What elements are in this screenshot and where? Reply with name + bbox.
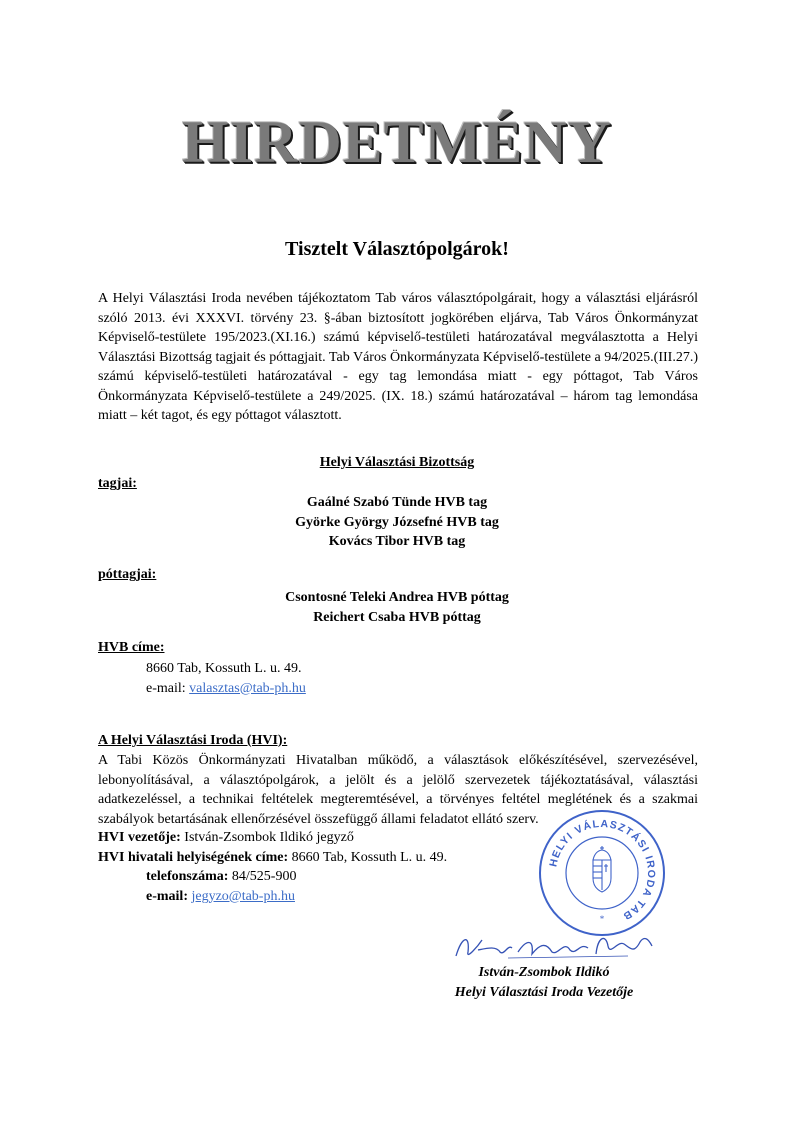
substitute-item: Csontosné Teleki Andrea HVB póttag — [285, 590, 509, 605]
stamp-star-icon: * — [599, 914, 605, 924]
hvi-email-link[interactable]: jegyzo@tab-ph.hu — [191, 888, 295, 904]
hvi-office-row — [98, 848, 447, 868]
substitutes-list — [0, 588, 794, 627]
intro-paragraph: A Helyi Választási Iroda nevében tájékoztatom Tab város választópolgárait, hogy a választási eljárásról szóló 2013. évi XXXVI. törvény 23. §-ában biztosított jogkörében eljárva, Tab Város Önkormányzat Képviselő-testülete 195/2023.(XI.16.) számú képviselő-testületi határozatával megválasztotta a Helyi Választási Bizottság tagjait és póttagjait. Tab Város Önkormányzata Képviselő-testülete a 94/2025.(III.27.) számú képviselő-testületi határozatával - egy tag lemondása miatt - egy póttagot, Tab Város Önkormányzata Képviselő-testülete a 249/2025. (IX. 18.) számú határozatával – három tag lemondása miatt – két tagot, és egy póttagot választott. — [98, 291, 698, 423]
hvi-leader-row — [98, 828, 447, 848]
substitute-item: Reichert Csaba HVB póttag — [313, 609, 481, 625]
members-label: tagjai: — [98, 476, 137, 491]
hvi-office-label: HVI hivatali helyiségének címe: — [98, 849, 289, 865]
office-stamp — [537, 808, 667, 938]
hvi-leader-label: HVI vezetője: — [98, 830, 181, 845]
hvi-phone-label: telefonszáma: — [146, 869, 229, 884]
member-item: Gaálné Szabó Tünde HVB tag — [306, 495, 488, 510]
handwritten-signature — [448, 926, 668, 966]
hvb-email-link[interactable]: valasztas@tab-ph.hu — [189, 680, 306, 696]
hvi-email-label: e-mail: — [146, 888, 188, 904]
substitutes-label: póttagjai: — [98, 567, 157, 582]
hvb-address-block — [146, 659, 306, 698]
greeting-heading: Tisztelt Választópolgárok! — [285, 238, 509, 260]
hvi-phone-row — [98, 867, 447, 887]
signer-title: Helyi Választási Iroda Vezetője — [454, 984, 634, 1000]
signer-name: István-Zsombok Ildikó — [478, 965, 610, 980]
stamp-text: HELYI VÁLASZTÁSI IRODA TAB — [547, 817, 658, 923]
member-item: Kovács Tibor HVB tag — [328, 534, 466, 549]
hvb-email-row — [146, 679, 306, 699]
coat-of-arms-icon — [593, 846, 611, 892]
hvi-leader: István-Zsombok Ildikó jegyző — [184, 830, 354, 845]
hvi-phone: 84/525-900 — [231, 869, 297, 884]
hvb-email-label: e-mail: — [146, 680, 186, 696]
members-list — [0, 493, 794, 552]
hvi-description: A Tabi Közös Önkormányzati Hivatalban működő, a választások előkészítésével, szervezésével, lebonyolításával, a választópolgárok, a jelölt és a jelölő szervezetek tájékoztatásával, választási adatkezeléssel, a technikai feltételek megteremtésével, a törvényes feltétel meglétének és a szakmai szabályok betartásának ellenőrzésével összefüggő állami feladatot ellátó szerv. — [98, 753, 698, 827]
signature-block — [429, 963, 659, 1002]
committee-heading: Helyi Választási Bizottság — [319, 455, 475, 470]
hvb-address: 8660 Tab, Kossuth L. u. 49. — [146, 661, 302, 676]
hvi-contact-block — [98, 828, 447, 906]
hvi-email-row — [98, 887, 447, 907]
hvi-heading: A Helyi Választási Iroda (HVI): — [98, 733, 288, 748]
member-item: Györke György Józsefné HVB tag — [295, 514, 499, 530]
hvb-address-label: HVB címe: — [98, 640, 165, 655]
hvi-office: 8660 Tab, Kossuth L. u. 49. — [291, 849, 448, 865]
notice-title: HIRDETMÉNY — [181, 109, 613, 175]
